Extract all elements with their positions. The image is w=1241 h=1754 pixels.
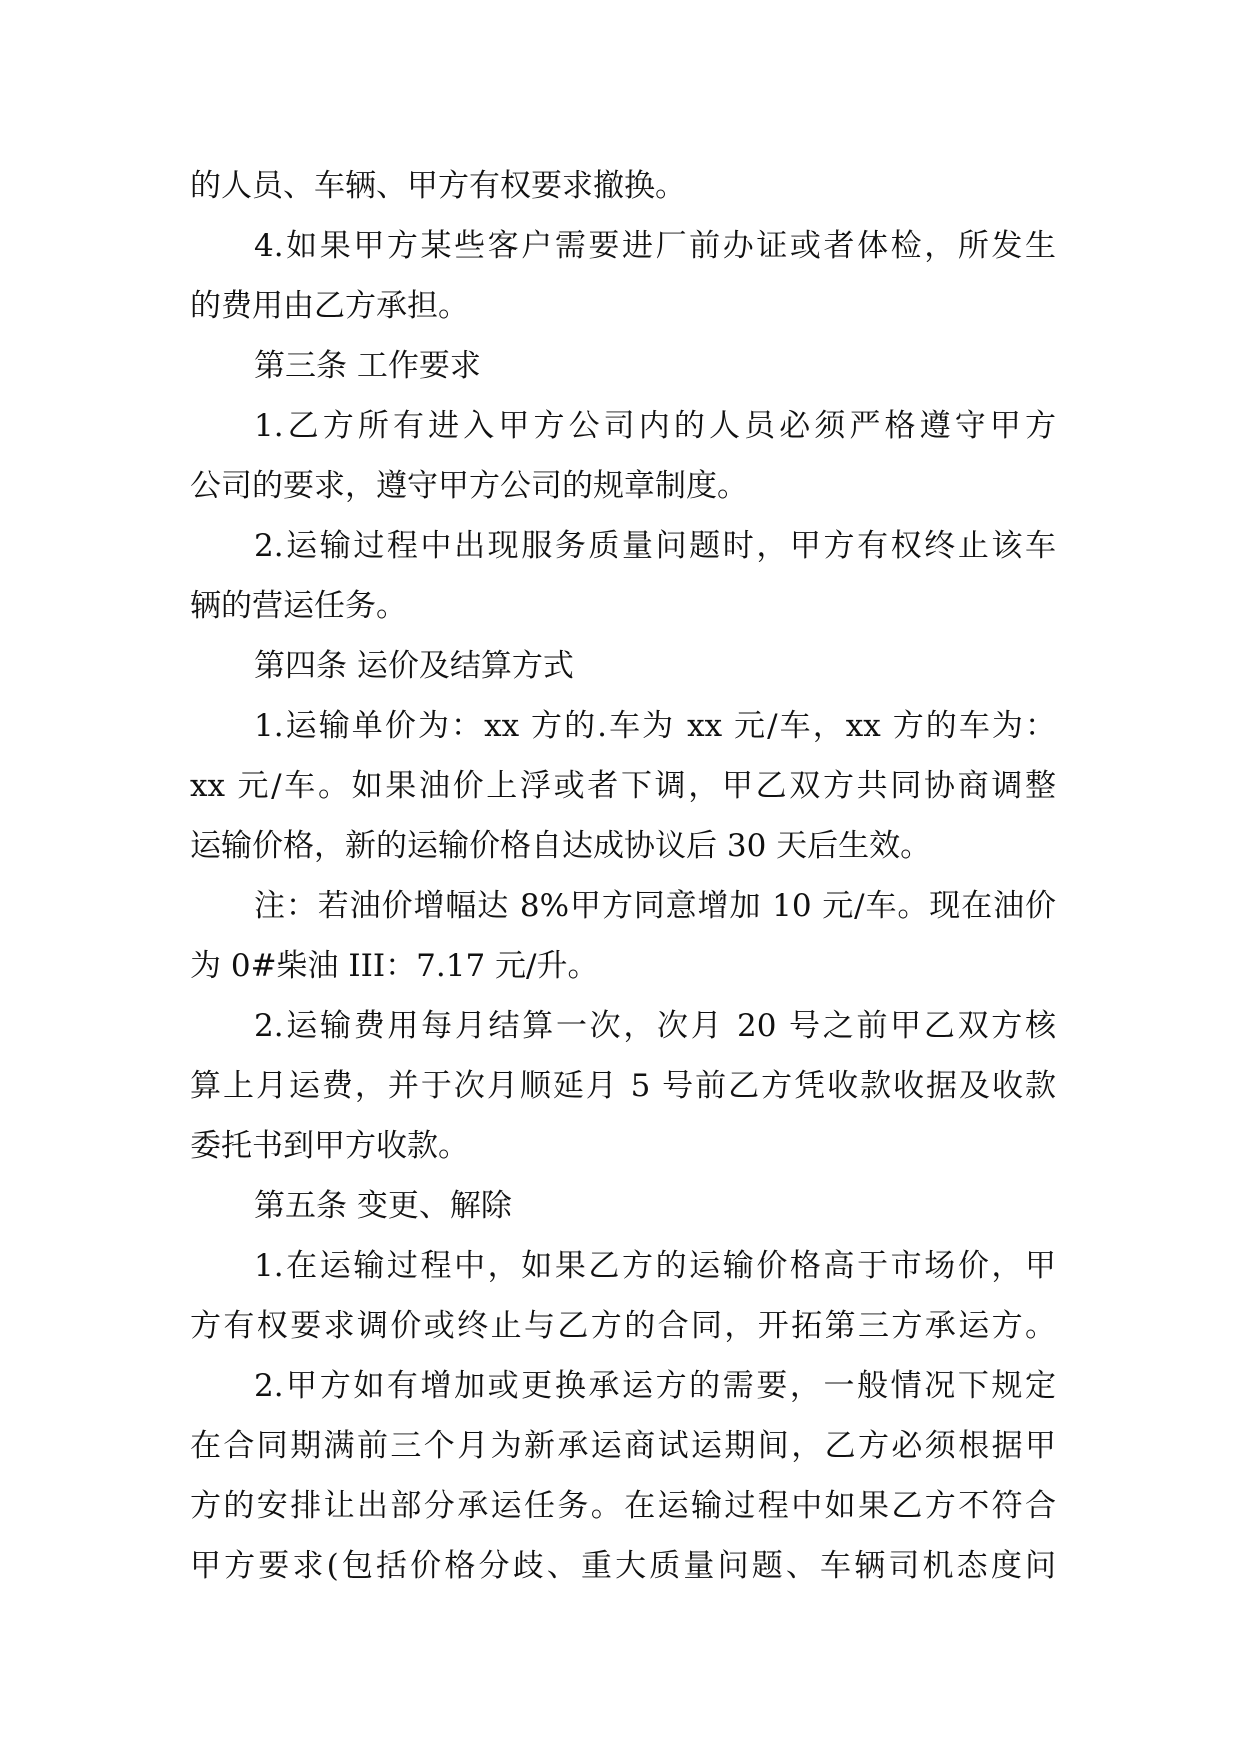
text-line: 注：若油价增幅达 8%甲方同意增加 10 元/车。现在油价 xyxy=(254,888,1056,924)
section-heading: 第四条 运价及结算方式 xyxy=(254,648,574,684)
text-line: 的费用由乙方承担。 xyxy=(190,288,469,324)
text-line: 2.运输过程中出现服务质量问题时，甲方有权终止该车 xyxy=(254,528,1056,564)
text-line: 1.在运输过程中，如果乙方的运输价格高于市场价，甲 xyxy=(254,1248,1056,1284)
text-line: 运输价格，新的运输价格自达成协议后 30 天后生效。 xyxy=(190,828,932,864)
text-line: 1.运输单价为：xx 方的.车为 xx 元/车，xx 方的车为： xyxy=(254,708,1056,744)
text-line: 方的安排让出部分承运任务。在运输过程中如果乙方不符合 xyxy=(190,1488,1056,1524)
text-line: 1.乙方所有进入甲方公司内的人员必须严格遵守甲方 xyxy=(254,408,1056,444)
text-line: 2.甲方如有增加或更换承运方的需要，一般情况下规定 xyxy=(254,1368,1056,1404)
section-heading: 第五条 变更、解除 xyxy=(254,1188,512,1224)
text-line: 委托书到甲方收款。 xyxy=(190,1128,469,1164)
section-heading: 第三条 工作要求 xyxy=(254,348,481,384)
text-line: 2.运输费用每月结算一次，次月 20 号之前甲乙双方核 xyxy=(254,1008,1056,1044)
text-line: 方有权要求调价或终止与乙方的合同，开拓第三方承运方。 xyxy=(190,1308,1056,1344)
text-line: 算上月运费，并于次月顺延月 5 号前乙方凭收款收据及收款 xyxy=(190,1068,1056,1104)
text-line: 甲方要求(包括价格分歧、重大质量问题、车辆司机态度问 xyxy=(190,1548,1056,1584)
text-line: 公司的要求，遵守甲方公司的规章制度。 xyxy=(190,468,748,504)
text-line: 辆的营运任务。 xyxy=(190,588,407,624)
text-line: 的人员、车辆、甲方有权要求撤换。 xyxy=(190,168,686,204)
text-line: 4.如果甲方某些客户需要进厂前办证或者体检，所发生 xyxy=(254,228,1056,264)
text-line: xx 元/车。如果油价上浮或者下调，甲乙双方共同协商调整 xyxy=(190,768,1056,804)
text-line: 在合同期满前三个月为新承运商试运期间，乙方必须根据甲 xyxy=(190,1428,1056,1464)
text-line: 为 0#柴油 III：7.17 元/升。 xyxy=(190,948,599,984)
